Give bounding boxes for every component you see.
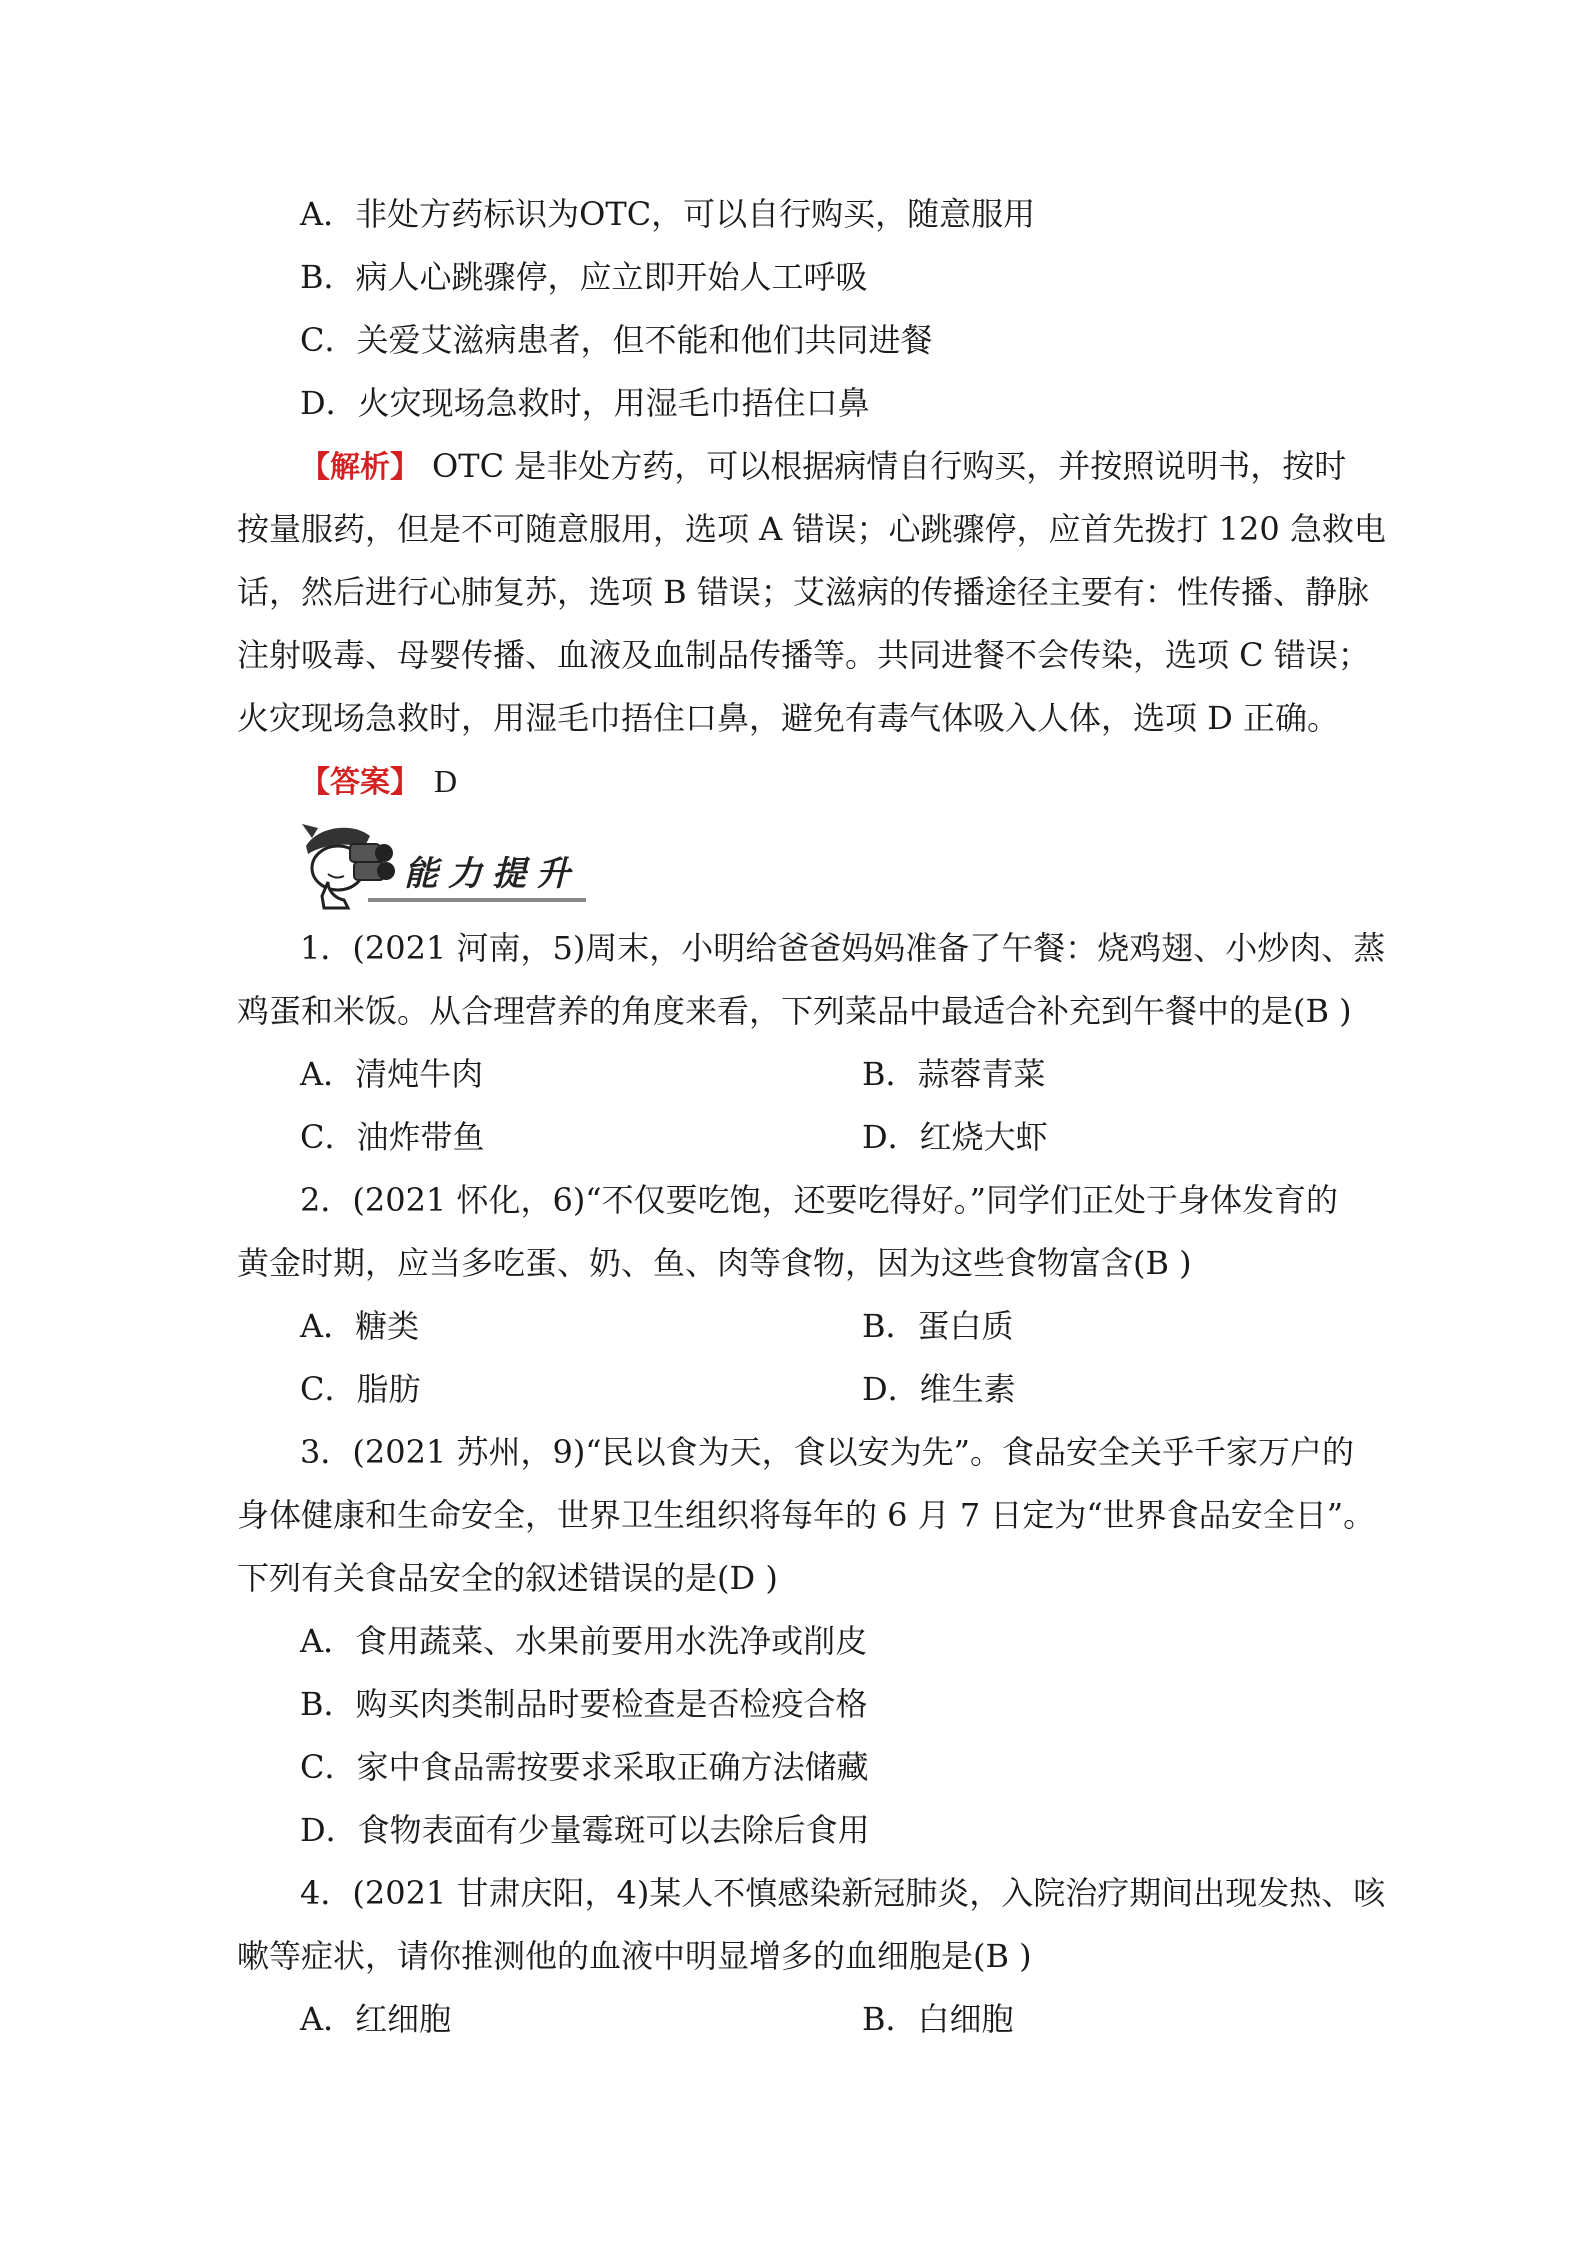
question-2-options-row bbox=[300, 1369, 1427, 1409]
banner-underline bbox=[368, 898, 586, 902]
question-3-stem: 3．(2021 苏州，9)“民以食为天，食以安为先”。食品安全关乎千家万户的 bbox=[300, 1433, 1355, 1471]
question-4-option-b: B．白细胞 bbox=[862, 2000, 1014, 2038]
analysis-line: OTC 是非处方药，可以根据病情自行购买，并按照说明书，按时 bbox=[432, 447, 1347, 485]
analysis-line: 火灾现场急救时，用湿毛巾捂住口鼻，避免有毒气体吸入人体，选项 D 正确。 bbox=[237, 699, 1340, 737]
question-3-option-a: A．食用蔬菜、水果前要用水洗净或削皮 bbox=[300, 1622, 868, 1660]
question-1-option-b: B．蒜蓉青菜 bbox=[862, 1055, 1046, 1093]
question-3-stem: 下列有关食品安全的叙述错误的是(D ) bbox=[237, 1559, 778, 1597]
question-2-option-b: B．蛋白质 bbox=[862, 1307, 1014, 1345]
question-4-option-a: A．红细胞 bbox=[300, 2000, 452, 2038]
question-3-stem: 身体健康和生命安全，世界卫生组织将每年的 6 月 7 日定为“世界食品安全日”。 bbox=[237, 1496, 1376, 1534]
question-1-option-a: A．清炖牛肉 bbox=[300, 1055, 484, 1093]
analysis-first-line bbox=[300, 446, 1427, 488]
question-2-option-d: D．维生素 bbox=[862, 1370, 1016, 1408]
question-2-stem: 2．(2021 怀化，6)“不仅要吃饱，还要吃得好。”同学们正处于身体发育的 bbox=[300, 1181, 1339, 1219]
analysis-line: 按量服药，但是不可随意服用，选项 A 错误；心跳骤停，应首先拨打 120 急救电 bbox=[237, 510, 1386, 548]
question-2-option-c: C．脂肪 bbox=[300, 1370, 421, 1408]
analysis-line: 注射吸毒、母婴传播、血液及血制品传播等。共同进餐不会传染，选项 C 错误； bbox=[237, 636, 1370, 674]
intro-option-a: A．非处方药标识为OTC，可以自行购买，随意服用 bbox=[300, 195, 1036, 233]
question-1-options-row bbox=[300, 1054, 1427, 1094]
question-2-option-a: A．糖类 bbox=[300, 1307, 420, 1345]
answer-line bbox=[300, 761, 1427, 803]
intro-option-b: B．病人心跳骤停，应立即开始人工呼吸 bbox=[300, 258, 868, 296]
question-1-options-row bbox=[300, 1117, 1427, 1157]
question-3-option-d: D．食物表面有少量霉斑可以去除后食用 bbox=[300, 1811, 870, 1849]
intro-option-d: D．火灾现场急救时，用湿毛巾捂住口鼻 bbox=[300, 384, 870, 422]
answer-value: D bbox=[434, 763, 458, 799]
cartoon-boy-with-binoculars-icon bbox=[302, 824, 395, 908]
question-1-option-c: C．油炸带鱼 bbox=[300, 1118, 485, 1156]
analysis-tag: 【解析】 bbox=[300, 450, 420, 485]
section-banner bbox=[298, 818, 588, 910]
answer-tag: 【答案】 bbox=[300, 765, 420, 800]
question-2-stem: 黄金时期，应当多吃蛋、奶、鱼、肉等食物，因为这些食物富含(B ) bbox=[237, 1244, 1192, 1282]
question-1-option-d: D．红烧大虾 bbox=[862, 1118, 1048, 1156]
question-1-stem: 1．(2021 河南，5)周末，小明给爸爸妈妈准备了午餐：烧鸡翅、小炒肉、蒸 bbox=[300, 929, 1386, 967]
question-1-stem: 鸡蛋和米饭。从合理营养的角度来看，下列菜品中最适合补充到午餐中的是(B ) bbox=[237, 992, 1352, 1030]
analysis-line: 话，然后进行心肺复苏，选项 B 错误；艾滋病的传播途径主要有：性传播、静脉 bbox=[237, 573, 1369, 611]
question-2-options-row bbox=[300, 1306, 1427, 1346]
question-4-stem: 4．(2021 甘肃庆阳，4)某人不慎感染新冠肺炎，入院治疗期间出现发热、咳 bbox=[300, 1874, 1386, 1912]
section-title: 能力提升 bbox=[404, 854, 580, 894]
question-3-option-c: C．家中食品需按要求采取正确方法储藏 bbox=[300, 1748, 869, 1786]
question-4-options-row bbox=[300, 1999, 1427, 2039]
intro-option-c: C．关爱艾滋病患者，但不能和他们共同进餐 bbox=[300, 321, 933, 359]
question-3-option-b: B．购买肉类制品时要检查是否检疫合格 bbox=[300, 1685, 868, 1723]
question-4-stem: 嗽等症状，请你推测他的血液中明显增多的血细胞是(B ) bbox=[237, 1937, 1032, 1975]
